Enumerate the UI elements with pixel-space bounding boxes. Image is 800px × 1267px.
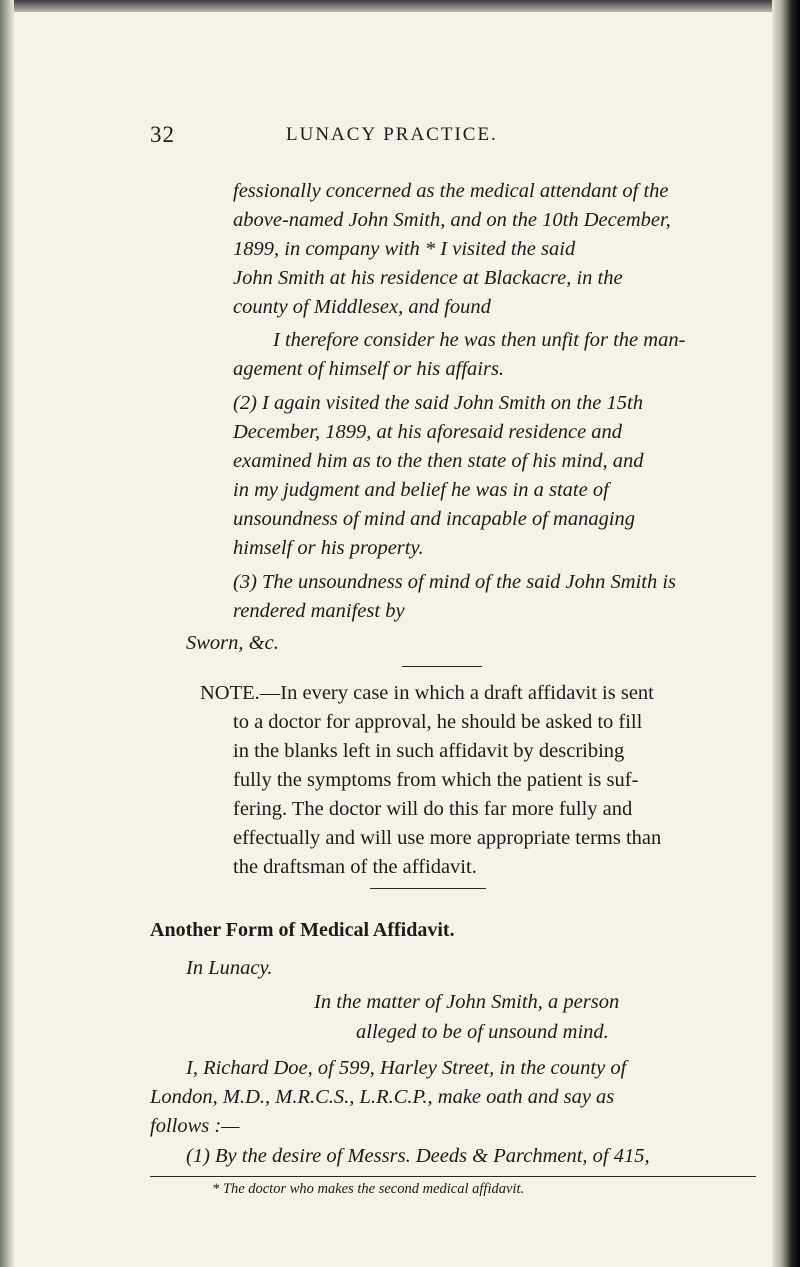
text-line: rendered manifest by (233, 600, 405, 622)
oath-line: follows :— (150, 1115, 240, 1137)
note-line: the draftsman of the affidavit. (233, 856, 477, 878)
text-line: (3) The unsoundness of mind of the said John Smith is (233, 571, 677, 593)
section-heading: Another Form of Medical Affidavit. (150, 919, 455, 941)
note-line: fully the symptoms from which the patient is suf- (233, 769, 639, 791)
page-header (150, 122, 710, 152)
matter-line: alleged to be of unsound mind. (356, 1021, 609, 1043)
text-line: examined him as to the then state of his mind, and (233, 450, 644, 472)
text-line: county of Middlesex, and found (233, 296, 491, 318)
oath-line: London, M.D., M.R.C.S., L.R.C.P., make oath and say as (150, 1086, 615, 1108)
in-lunacy-line: In Lunacy. (186, 957, 273, 979)
book-spine-edge (772, 0, 800, 1267)
running-head: LUNACY PRACTICE. (286, 124, 498, 145)
divider-rule (370, 888, 486, 889)
sworn-line: Sworn, &c. (186, 632, 279, 654)
note-line: fering. The doctor will do this far more fully and (233, 798, 633, 820)
text-line: I therefore consider he was then unfit for the man- (273, 329, 686, 351)
divider-rule (402, 666, 482, 667)
page-number: 32 (150, 122, 175, 147)
text-line: agement of himself or his affairs. (233, 358, 505, 380)
note-line: in the blanks left in such affidavit by describing (233, 740, 625, 762)
text-line: fessionally concerned as the medical attendant of the (233, 180, 669, 202)
text-line: above-named John Smith, and on the 10th December, (233, 209, 671, 231)
text-line: (2) I again visited the said John Smith on the 15th (233, 392, 643, 414)
note-line: effectually and will use more appropriate terms than (233, 827, 662, 849)
oath-line: (1) By the desire of Messrs. Deeds & Parchment, of 415, (186, 1145, 650, 1167)
note-line: to a doctor for approval, he should be asked to fill (233, 711, 643, 733)
text-line: unsoundness of mind and incapable of managing (233, 508, 636, 530)
text-line: December, 1899, at his aforesaid residence and (233, 421, 623, 443)
page-left-edge (0, 0, 14, 1267)
matter-line: In the matter of John Smith, a person (314, 991, 620, 1013)
page-top-edge (0, 0, 800, 12)
note-line: NOTE.—In every case in which a draft affidavit is sent (200, 682, 654, 704)
text-line: 1899, in company with * I visited the said (233, 238, 576, 260)
footnote: * The doctor who makes the second medical affidavit. (212, 1181, 525, 1197)
text-line: in my judgment and belief he was in a state of (233, 479, 609, 501)
text-line: John Smith at his residence at Blackacre, in the (233, 267, 623, 289)
oath-line: I, Richard Doe, of 599, Harley Street, in the county of (186, 1057, 627, 1079)
footnote-rule (150, 1176, 756, 1177)
text-line: himself or his property. (233, 537, 424, 559)
